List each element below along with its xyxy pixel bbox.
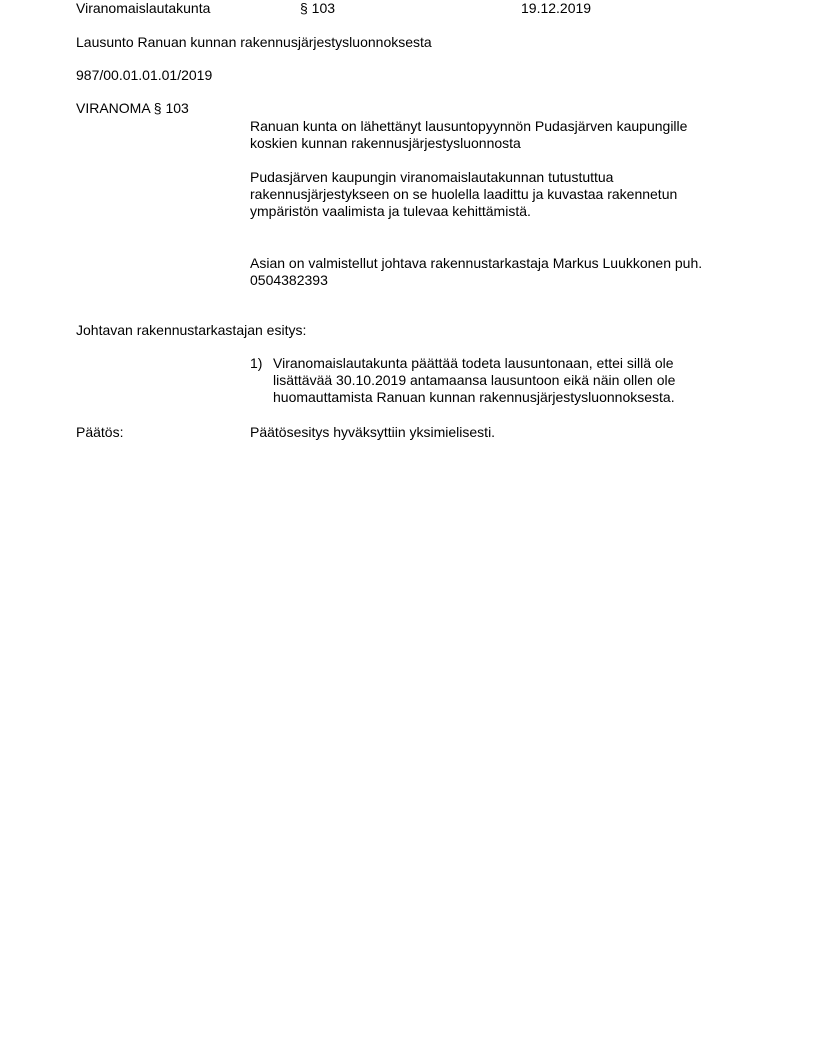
paragraph-line: Asian on valmistellut johtava rakennustarkastaja Markus Luukkonen puh.	[250, 255, 703, 271]
paragraph-line: 0504382393	[250, 272, 328, 288]
paragraph-line: rakennusjärjestykseen on se huolella laadittu ja kuvastaa rakennetun	[250, 186, 678, 202]
decision-text: Päätösesitys hyväksyttiin yksimielisesti.	[250, 424, 496, 440]
board-name: Viranomaislautakunta	[76, 0, 211, 16]
proposal-line: lisättävää 30.10.2019 antamaansa lausuntoon eikä näin ollen ole	[273, 372, 676, 388]
meeting-date: 19.12.2019	[521, 0, 592, 16]
section-reference: VIRANOMA § 103	[76, 100, 189, 116]
proposal-item	[0, 355, 816, 415]
proposal-item-text	[273, 355, 675, 406]
paragraph-request	[250, 118, 687, 152]
paragraph-line: Ranuan kunta on lähettänyt lausuntopyynnön Pudasjärven kaupungille	[250, 118, 688, 134]
paragraph-assessment	[250, 169, 677, 220]
paragraph-line: Pudasjärven kaupungin viranomaislautakunnan tutustuttua	[250, 169, 614, 185]
decision-label: Päätös:	[76, 424, 124, 440]
proposal-item-number: 1)	[250, 355, 263, 371]
section-number: § 103	[300, 0, 336, 16]
proposal-line: huomauttamista Ranuan kunnan rakennusjärjestysluonnoksesta.	[273, 389, 675, 405]
document-title: Lausunto Ranuan kunnan rakennusjärjestysluonnoksesta	[76, 34, 432, 50]
proposal-line: Viranomaislautakunta päättää todeta lausuntonaan, ettei sillä ole	[273, 355, 674, 371]
proposal-label: Johtavan rakennustarkastajan esitys:	[76, 322, 307, 338]
record-number: 987/00.01.01.01/2019	[76, 67, 213, 83]
paragraph-line: koskien kunnan rakennusjärjestysluonnosta	[250, 135, 521, 151]
paragraph-preparer	[250, 255, 702, 289]
paragraph-line: ympäristön vaalimista ja tulevaa kehittämistä.	[250, 203, 531, 219]
